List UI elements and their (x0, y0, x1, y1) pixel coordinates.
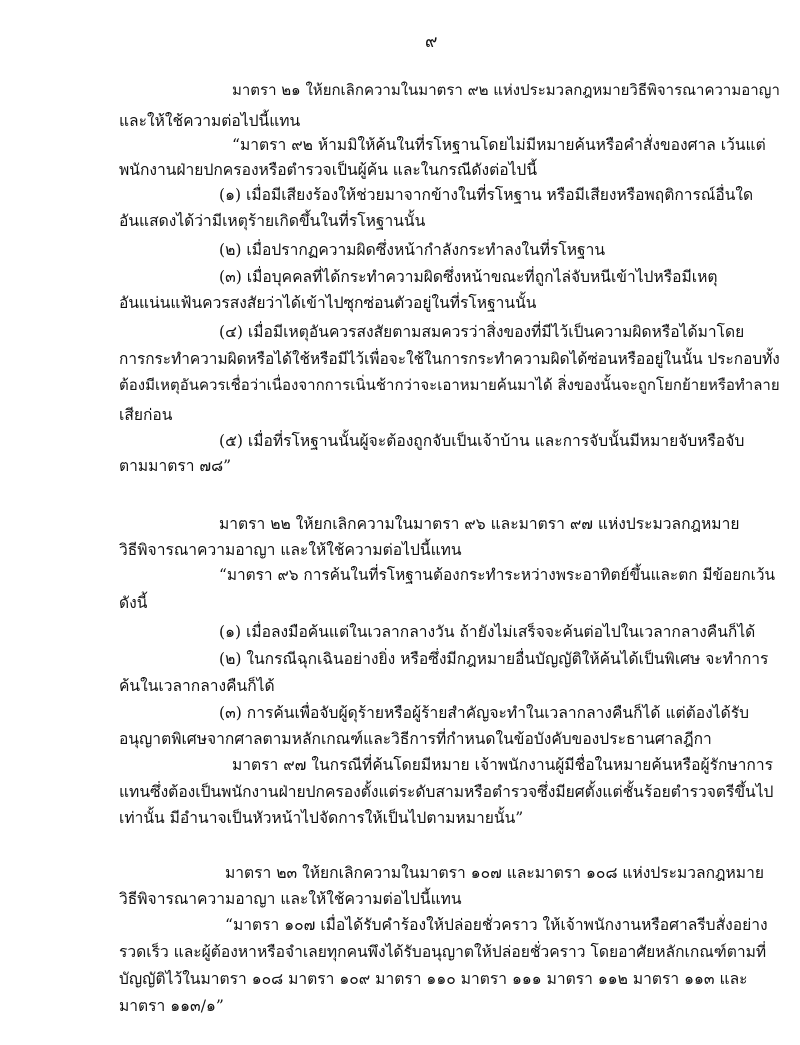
section-107-quote-line-2: รวดเร็ว และผู้ต้องหาหรือจำเลยทุกคนพึงได้รับอนุญาตให้ปล่อยชั่วคราว โดยอาศัยหลักเกณฑ์ตามที่ (119, 943, 767, 961)
section-92-item-3-line-1: (๓) เมื่อบุคคลที่ได้กระทำความผิดซึ่งหน้าขณะที่ถูกไล่จับหนีเข้าไปหรือมีเหตุ (219, 268, 718, 286)
section-96-quote-line-1: “มาตรา ๙๖ การค้นในที่รโหฐานต้องกระทำระหว่างพระอาทิตย์ขึ้นและตก มีข้อยกเว้น (219, 566, 776, 584)
section-23-line-2: วิธีพิจารณาความอาญา และให้ใช้ความต่อไปนี้แทน (119, 890, 462, 908)
section-107-quote-line-1: “มาตรา ๑๐๗ เมื่อได้รับคำร้องให้ปล่อยชั่วคราว ให้เจ้าพนักงานหรือศาลรีบสั่งอย่าง (225, 916, 768, 934)
section-92-item-4-line-1: (๔) เมื่อมีเหตุอันควรสงสัยตามสมควรว่าสิ่งของที่มีไว้เป็นความผิดหรือได้มาโดย (219, 323, 745, 341)
section-107-quote-line-4: มาตรา ๑๑๓/๑” (119, 997, 224, 1015)
section-92-quote-continuation: พนักงานฝ่ายปกครองหรือตำรวจเป็นผู้ค้น และในกรณีดังต่อไปนี้ (119, 161, 537, 179)
section-92-item-4-line-3: ต้องมีเหตุอันควรเชื่อว่าเนื่องจากการเนิ่นช้ากว่าจะเอาหมายค้นมาได้ สิ่งของนั้นจะถูกโยกย้ายหรือทำลาย (119, 376, 780, 394)
section-92-item-5-line-2: ตามมาตรา ๗๘” (119, 457, 232, 475)
section-92-item-4-line-4: เสียก่อน (119, 406, 173, 424)
section-97-line-1: มาตรา ๙๗ ในกรณีที่ค้นโดยมีหมาย เจ้าพนักงานผู้มีชื่อในหมายค้นหรือผู้รักษาการ (232, 756, 774, 774)
section-97-line-3: เท่านั้น มีอำนาจเป็นหัวหน้าไปจัดการให้เป็นไปตามหมายนั้น” (119, 809, 524, 827)
section-96-item-3-line-1: (๓) การค้นเพื่อจับผู้ดุร้ายหรือผู้ร้ายสำคัญจะทำในเวลากลางคืนก็ได้ แต่ต้องได้รับ (219, 704, 749, 722)
section-107-quote-line-3: บัญญัติไว้ในมาตรา ๑๐๘ มาตรา ๑๐๙ มาตรา ๑๑๐ มาตรา ๑๑๑ มาตรา ๑๑๒ มาตรา ๑๑๓ และ (119, 970, 748, 988)
section-92-quote-opening: “มาตรา ๙๒ ห้ามมิให้ค้นในที่รโหฐานโดยไม่มีหมายค้นหรือคำสั่งของศาล เว้นแต่ (232, 136, 766, 154)
section-92-item-5-line-1: (๕) เมื่อที่รโหฐานนั้นผู้จะต้องถูกจับเป็นเจ้าบ้าน และการจับนั้นมีหมายจับหรือจับ (219, 432, 745, 450)
section-23-line-1: มาตรา ๒๓ ให้ยกเลิกความในมาตรา ๑๐๗ และมาตรา ๑๐๘ แห่งประมวลกฎหมาย (225, 864, 764, 882)
section-92-item-4-line-2: การกระทำความผิดหรือได้ใช้หรือมีไว้เพื่อจะใช้ในการกระทำความผิดได้ซ่อนหรืออยู่ในนั้น ประกอบทั้ง (119, 350, 780, 368)
section-96-item-2-line-2: ค้นในเวลากลางคืนก็ได้ (119, 677, 275, 695)
page-number: ๙ (425, 32, 438, 52)
section-21-line-2: และให้ใช้ความต่อไปนี้แทน (119, 112, 301, 130)
section-22-line-1: มาตรา ๒๒ ให้ยกเลิกความในมาตรา ๙๖ และมาตรา ๙๗ แห่งประมวลกฎหมาย (219, 515, 740, 533)
section-22-line-2: วิธีพิจารณาความอาญา และให้ใช้ความต่อไปนี้แทน (119, 541, 462, 559)
section-97-line-2: แทนซึ่งต้องเป็นพนักงานฝ่ายปกครองตั้งแต่ระดับสามหรือตำรวจซึ่งมียศตั้งแต่ชั้นร้อยตำรวจตรีขึ้นไป (119, 783, 774, 801)
section-96-quote-line-2: ดังนี้ (119, 594, 148, 612)
section-96-item-2-line-1: (๒) ในกรณีฉุกเฉินอย่างยิ่ง หรือซึ่งมีกฎหมายอื่นบัญญัติให้ค้นได้เป็นพิเศษ จะทำการ (219, 650, 769, 668)
section-21-line-1: มาตรา ๒๑ ให้ยกเลิกความในมาตรา ๙๒ แห่งประมวลกฎหมายวิธีพิจารณาความอาญา (232, 81, 780, 99)
section-96-item-3-line-2: อนุญาตพิเศษจากศาลตามหลักเกณฑ์และวิธีการที่กำหนดในข้อบังคับของประธานศาลฎีกา (119, 730, 712, 748)
section-92-item-2: (๒) เมื่อปรากฏความผิดซึ่งหน้ากำลังกระทำลงในที่รโหฐาน (219, 241, 606, 259)
section-96-item-1: (๑) เมื่อลงมือค้นแต่ในเวลากลางวัน ถ้ายังไม่เสร็จจะค้นต่อไปในเวลากลางคืนก็ได้ (219, 623, 756, 641)
section-92-item-1-line-1: (๑) เมื่อมีเสียงร้องให้ช่วยมาจากข้างในที่รโหฐาน หรือมีเสียงหรือพฤติการณ์อื่นใด (219, 186, 754, 204)
section-92-item-3-line-2: อันแน่นแฟ้นควรสงสัยว่าได้เข้าไปซุกซ่อนตัวอยู่ในที่รโหฐานนั้น (119, 294, 537, 312)
section-92-item-1-line-2: อันแสดงได้ว่ามีเหตุร้ายเกิดขึ้นในที่รโหฐานนั้น (119, 212, 426, 230)
